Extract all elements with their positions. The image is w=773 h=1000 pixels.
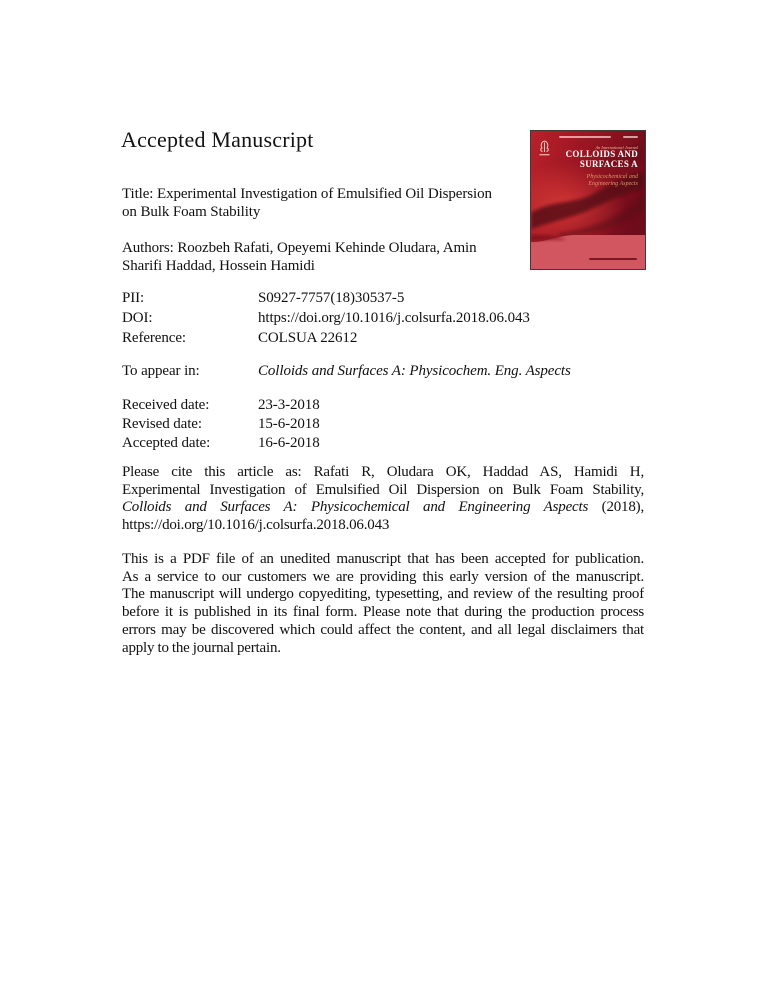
text-line: Title: Experimental Investigation of Emulsified Oil Dispersion	[122, 186, 492, 202]
reference-value: COLSUA 22612	[258, 330, 358, 346]
doi-label: DOI:	[122, 310, 153, 326]
reference-label: Reference:	[122, 330, 186, 346]
received-date-row	[122, 396, 320, 415]
cover-title-line2: SURFACES A	[579, 158, 638, 169]
to-appear-in-row	[122, 361, 571, 381]
to-appear-in-label: To appear in:	[122, 363, 200, 379]
revised-date-row	[122, 415, 320, 434]
text-segment: https://doi.org/10.1016/j.colsurfa.2018.06.043	[122, 517, 390, 534]
pii-label: PII:	[122, 290, 145, 306]
text-line	[122, 586, 644, 604]
text-segment: This is a PDF file of an unedited manuscript that has been accepted for publication.	[122, 551, 644, 567]
text-segment: before it is published in its final form. Please note that during the production process	[122, 604, 644, 621]
text-line	[122, 551, 644, 569]
accepted-date-value: 16-6-2018	[258, 435, 320, 451]
italic-text-segment: Colloids and Surfaces A: Physicochemical and Engineering Aspects	[122, 499, 589, 516]
text-segment: Experimental Investigation of Emulsified Oil Dispersion on Bulk Foam Stability,	[122, 481, 644, 498]
revised-date-label: Revised date:	[122, 416, 202, 432]
received-date-label: Received date:	[122, 397, 210, 413]
metadata-dates	[122, 396, 320, 453]
cover-journal-title	[534, 150, 638, 169]
text-line	[122, 640, 644, 658]
to-appear-in-value: Colloids and Surfaces A: Physicochem. Eng. Aspects	[258, 363, 571, 379]
citation-paragraph	[122, 464, 644, 535]
cover-title-line1: COLLOIDS AND	[565, 149, 638, 159]
cover-issn-microtext	[623, 136, 638, 138]
cover-subtitle-line2: Engineering Aspects	[588, 180, 638, 187]
text-line	[122, 604, 644, 622]
text-line	[122, 622, 644, 640]
cover-subtitle-line1: Physicochemical and	[586, 174, 638, 180]
text-segment: The manuscript will undergo copyediting, typesetting, and review of the resulting proof	[122, 586, 644, 603]
doi-row	[122, 308, 530, 328]
disclaimer-paragraph	[122, 551, 644, 657]
pii-row	[122, 288, 530, 308]
text-line	[122, 569, 644, 587]
text-segment: errors may be discovered which could affect the content, and all legal disclaimers that	[122, 621, 644, 638]
article-title	[122, 186, 542, 221]
text-line	[122, 499, 644, 517]
reference-row	[122, 328, 530, 348]
cover-footer-microtext	[589, 258, 637, 260]
cover-volume-microtext	[559, 136, 611, 138]
text-line	[122, 464, 644, 482]
article-authors	[122, 240, 542, 275]
text-segment: (2018),	[588, 499, 644, 516]
text-line: Authors: Roozbeh Rafati, Opeyemi Kehinde Oludara, Amin	[122, 240, 477, 256]
text-line: on Bulk Foam Stability	[122, 203, 261, 220]
text-segment: As a service to our customers we are providing this early version of the manuscript.	[122, 568, 644, 585]
cover-journal-tag: An International Journal	[595, 145, 638, 150]
doi-link[interactable]: https://doi.org/10.1016/j.colsurfa.2018.06.043	[258, 310, 530, 326]
page-title: Accepted Manuscript	[121, 127, 314, 152]
revised-date-value: 15-6-2018	[258, 416, 320, 432]
text-line	[122, 482, 644, 500]
accepted-date-label: Accepted date:	[122, 435, 211, 451]
text-segment: Please cite this article as: Rafati R, Oludara OK, Haddad AS, Hamidi H,	[122, 464, 644, 480]
received-date-value: 23-3-2018	[258, 397, 320, 413]
text-segment: apply to the journal pertain.	[122, 639, 281, 656]
metadata-journal	[122, 361, 571, 381]
pii-value: S0927-7757(18)30537-5	[258, 290, 405, 306]
accepted-date-row	[122, 434, 320, 453]
cover-journal-subtitle	[538, 174, 638, 188]
metadata-identifiers	[122, 288, 530, 348]
text-line[interactable]	[122, 517, 644, 535]
journal-cover-image	[530, 130, 646, 270]
text-line: Sharifi Haddad, Hossein Hamidi	[122, 257, 315, 274]
